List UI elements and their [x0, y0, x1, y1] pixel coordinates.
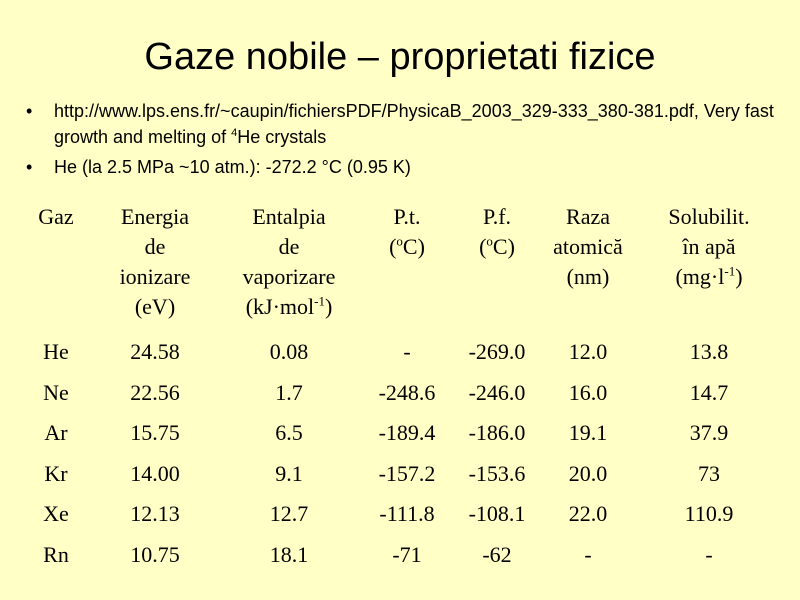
header-raza: Raza atomică (nm): [553, 204, 623, 289]
bullet-item-helium: [26, 154, 786, 180]
isotope-superscript: 4: [231, 127, 238, 139]
cell-solubility: -: [705, 541, 713, 567]
cell-melting-point: -71: [392, 541, 422, 567]
table-row: [18, 494, 784, 535]
table-row: [18, 373, 784, 414]
header-pt: P.t. ($^o$C): [389, 204, 425, 259]
cell-boiling-point: -108.1: [468, 501, 526, 527]
cell-enthalpy: 18.1: [269, 541, 309, 567]
cell-atomic-radius: -: [584, 541, 592, 567]
cell-ionization: 10.75: [130, 541, 180, 567]
bullet-icon: •: [26, 157, 33, 177]
cell-gas: Xe: [43, 501, 69, 527]
bullet-item-source: [26, 98, 786, 150]
cell-boiling-point: -186.0: [468, 420, 526, 446]
cell-atomic-radius: 22.0: [568, 501, 608, 527]
table-row: [18, 535, 784, 576]
header-pf: P.f. ($^o$C): [479, 204, 515, 259]
cell-enthalpy: 9.1: [275, 460, 303, 486]
cell-enthalpy: 6.5: [275, 420, 303, 446]
slide-title: Gaze nobile – proprietati fizice: [144, 36, 656, 78]
cell-solubility: 37.9: [689, 420, 729, 446]
cell-boiling-point: -246.0: [468, 379, 526, 405]
source-link-end: He crystals: [237, 127, 327, 147]
cell-melting-point: -111.8: [379, 501, 435, 527]
header-energia: Energia de ionizare (eV): [119, 204, 191, 319]
cell-boiling-point: -62: [482, 541, 512, 567]
cell-ionization: 22.56: [130, 379, 180, 405]
cell-ionization: 15.75: [130, 420, 180, 446]
cell-boiling-point: -153.6: [468, 460, 526, 486]
cell-atomic-radius: 16.0: [568, 379, 608, 405]
cell-melting-point: -157.2: [378, 460, 436, 486]
cell-gas: Rn: [43, 541, 69, 567]
cell-gas: He: [43, 339, 69, 365]
cell-melting-point: -189.4: [378, 420, 436, 446]
cell-enthalpy: 12.7: [269, 501, 309, 527]
cell-ionization: 12.13: [130, 501, 180, 527]
cell-enthalpy: 0.08: [269, 339, 309, 365]
properties-table: [18, 200, 784, 575]
table-row: [18, 454, 784, 495]
header-solubilitate: Solubilit. în apă $(mg\cdot l^{-1})$: [668, 204, 750, 289]
bullet-icon: •: [26, 101, 33, 121]
cell-solubility: 73: [698, 460, 720, 486]
cell-enthalpy: 1.7: [275, 379, 303, 405]
header-gaz: Gaz: [38, 204, 74, 229]
cell-ionization: 14.00: [130, 460, 180, 486]
cell-solubility: 14.7: [689, 379, 729, 405]
cell-atomic-radius: 19.1: [568, 420, 608, 446]
source-link-text[interactable]: http://www.lps.ens.fr/~caupin/fichiersPDF/PhysicaB_2003_329-333_380-381.pdf, Very fast growth and melting of: [54, 101, 774, 147]
cell-melting-point: -: [403, 339, 411, 365]
cell-atomic-radius: 12.0: [568, 339, 608, 365]
cell-gas: Ne: [43, 379, 69, 405]
cell-solubility: 13.8: [689, 339, 729, 365]
table-row: [18, 413, 784, 454]
cell-ionization: 24.58: [130, 339, 180, 365]
table-header-row: [18, 200, 784, 332]
cell-gas: Ar: [44, 420, 68, 446]
cell-boiling-point: -269.0: [468, 339, 526, 365]
cell-gas: Kr: [44, 460, 68, 486]
bullet-list: [26, 98, 786, 184]
header-entalpia: Entalpia de vaporizare (kJ·mol$^{-1}$): [242, 204, 336, 319]
cell-solubility: 110.9: [684, 501, 734, 527]
cell-atomic-radius: 20.0: [568, 460, 608, 486]
helium-note: He (la 2.5 MPa ~10 atm.): -272.2 °C (0.95 K): [54, 157, 411, 177]
table-row: [18, 332, 784, 373]
cell-melting-point: -248.6: [378, 379, 436, 405]
